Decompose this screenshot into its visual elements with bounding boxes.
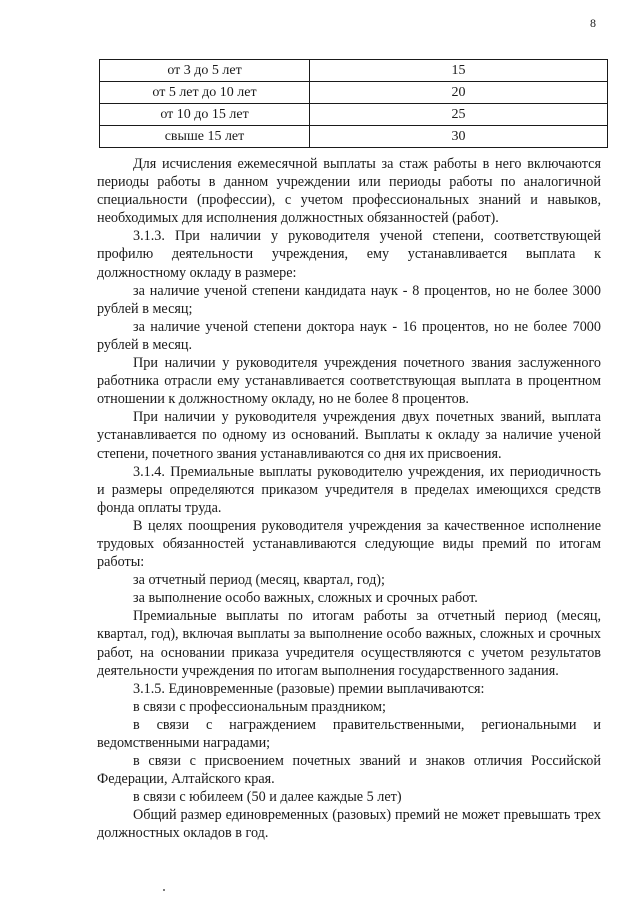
paragraph: за выполнение особо важных, сложных и срочных работ. <box>133 590 478 607</box>
period-cell: от 10 до 15 лет <box>100 104 310 126</box>
paragraph: В целях поощрения руководителя учреждения за качественное исполнение трудовых обязанностей устанавливаются следующие виды премий по итогам работы: <box>97 517 601 571</box>
percent-cell: 15 <box>310 60 608 82</box>
page-number: 8 <box>590 16 596 30</box>
paragraph: Общий размер единовременных (разовых) премий не может превышать трех должностных окладов в год. <box>97 807 601 842</box>
scan-speck <box>163 889 165 891</box>
period-cell: от 5 лет до 10 лет <box>100 82 310 104</box>
paragraph: 3.1.3. При наличии у руководителя ученой степени, соответствующей профилю деятельности учреждения, ему устанавливается выплата к должностному окладу в размере: <box>97 228 601 281</box>
period-cell: свыше 15 лет <box>100 126 310 148</box>
paragraph: в связи с профессиональным праздником; <box>133 698 386 715</box>
paragraph: При наличии у руководителя учреждения почетного звания заслуженного работника отрасли ему устанавливается соответствующая выплата в процентном отношении к должностному окладу, но не более 8 процентов. <box>97 355 601 408</box>
table-row <box>100 104 608 126</box>
paragraph: 3.1.5. Единовременные (разовые) премии выплачиваются: <box>133 680 485 697</box>
percent-cell: 25 <box>310 104 608 126</box>
document-body <box>97 155 601 843</box>
table-row <box>100 126 608 148</box>
paragraph: При наличии у руководителя учреждения двух почетных званий, выплата устанавливается по одному из оснований. Выплаты к окладу за наличие ученой степени, почетного звания устанавливаются со дня их присвоения. <box>97 409 601 462</box>
table-row <box>100 60 608 82</box>
table-row <box>100 82 608 104</box>
percent-cell: 30 <box>310 126 608 148</box>
paragraph: Премиальные выплаты по итогам работы за отчетный период (месяц, квартал, год), включая выплаты за выполнение особо важных, сложных и срочных работ, на основании приказа учредителя осуществляются с учетом результатов деятельности учреждения по итогам выполнения государственного задания. <box>97 608 601 679</box>
paragraph: в связи с награждением правительственными, региональными и ведомственными наградами; <box>97 716 601 751</box>
paragraph: за наличие ученой степени доктора наук - 16 процентов, но не более 7000 рублей в месяц. <box>97 318 601 353</box>
paragraph: 3.1.4. Премиальные выплаты руководителю учреждения, их периодичность и размеры определяются приказом учредителя в пределах имеющихся средств фонда оплаты труда. <box>97 463 601 516</box>
paragraph: в связи с присвоением почетных званий и знаков отличия Российской Федерации, Алтайского края. <box>97 753 601 788</box>
period-cell: от 3 до 5 лет <box>100 60 310 82</box>
paragraph: в связи с юбилеем (50 и далее каждые 5 лет) <box>133 789 402 806</box>
paragraph: за отчетный период (месяц, квартал, год); <box>133 572 385 589</box>
percent-cell: 20 <box>310 82 608 104</box>
paragraph: за наличие ученой степени кандидата наук - 8 процентов, но не более 3000 рублей в месяц; <box>97 282 601 317</box>
paragraph: Для исчисления ежемесячной выплаты за стаж работы в него включаются периоды работы в данном учреждении или периоды работы по аналогичной специальности (профессии), с учетом профессиональных знаний и навыков, необходимых для исполнения должностных обязанностей (работ). <box>97 156 601 227</box>
seniority-table <box>99 59 608 148</box>
